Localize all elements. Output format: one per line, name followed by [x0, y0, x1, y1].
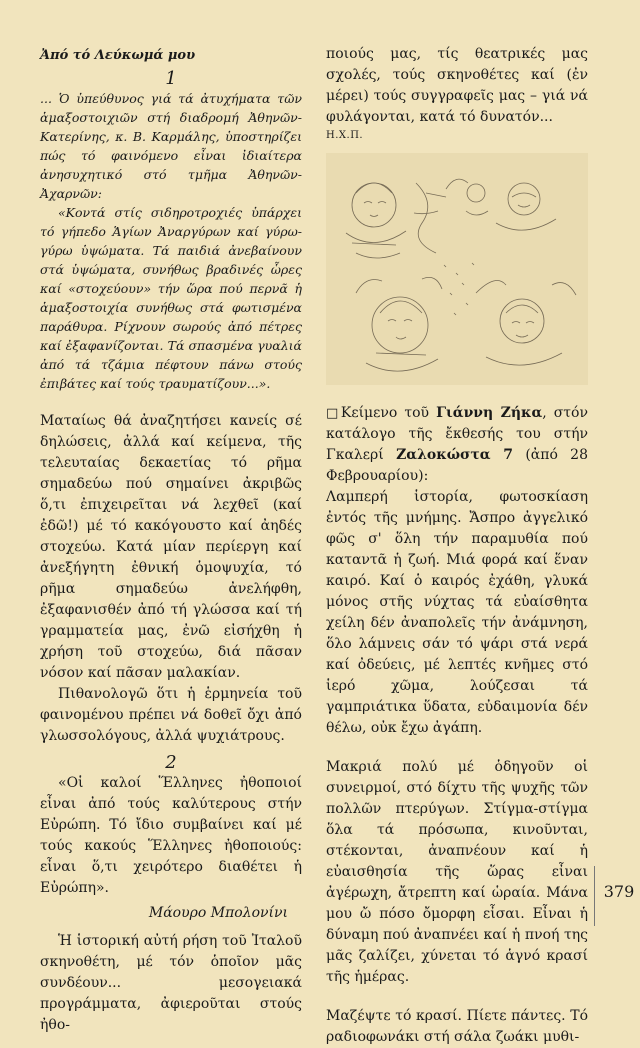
exhibition-caption: [326, 403, 588, 487]
body-paragraph-1: Ματαίως θά ἀναζητήσει κανείς σέ δηλώσεις, ἀλλά καί κείμενα, τῆς τελευταίας δεκαετίας τό ρῆμα σημαδεύω πού σημαίνει ἀκριβῶς ὅ,τι ἐπιχειρεῖται νά λεχθεῖ (καί ἐδῶ!) μέ τό κακόγουστο καί ἀηδές στοχεύω. Κατά μίαν περίεργη καί ἀνεξήγητη ἐθνική ὁμοψυχία, τό ρῆμα σημαδεύω ἀνελήφθη, ἐξαφανισθέν ἀπό τή γλώσσα καί τή γραμματεία μας, ἐνῶ εἰσήχθη ἡ χρήση τοῦ στοχεύω, διά πᾶσαν νόσον καί πᾶσαν μαλακίαν.: [40, 413, 302, 681]
body-paragraph-2: Πιθανολογῶ ὅτι ἡ ἑρμηνεία τοῦ φαινομένου πρέπει νά δοθεῖ ὄχι ἀπό γλωσσολόγους, ἀλλά ψυχιάτρους.: [40, 686, 302, 744]
caption-text-1: Κείμενο τοῦ: [340, 405, 437, 421]
quote-paragraph: «Κοντά στίς σιδηροτροχιές ὑπάρχει τό γήπεδο Ἁγίων Ἀναργύρων καί γύρω-γύρω ὑψώματα. Τά παιδιά ἀνεβαίνουν στά ὑψώματα, συνήθως βραδινές ὧρες καί «στοχεύουν» τήν ὥρα πού περνᾶ ἡ ἁμαξοστοιχία συνήθως στά φωτισμένα παράθυρα. Ρίχνουν σωρούς ἀπό πέτρες καί ἐξαφανίζονται. Τά σπασμένα γυαλιά ἀπό τά τζάμια πέφτουν πάνω στούς ἐπιβάτες καί τούς τραυματίζουν...».: [40, 205, 302, 391]
quote-paragraph-2: «Οἱ καλοί Ἕλληνες ἠθοποιοί εἶναι ἀπό τούς καλύτερους στήν Εὐρώπη. Τό ἴδιο συμβαίνει καί μέ τούς κακούς Ἕλληνες ἠθοποιούς: εἶναι ὅ,τι χειρότερο διαθέτει ἡ Εὐρώπη».: [40, 775, 302, 896]
caption-author: Γιάννη Ζήκα: [436, 405, 543, 421]
caption-text-2: , στόν κατάλογο τῆς ἔκθεσής του στήν Γκαλερί: [326, 405, 588, 463]
poem-paragraph-1: Λαμπερή ἱστορία, φωτοσκίαση ἐντός τῆς μνήμης. Ἄσπρο ἀγγελικό φῶς σ' ὅλη τήν παραμυθία πού καταντᾶ ἡ ζωή. Μιά φορά καί ἕναν καιρό. Καί ὁ καιρός ἐχάθη, γλυκά μόνος στῆς νύχτας τά εὐαίσθητα χείλη δέν ἀναπολεῖς τήν ἀνάμνηση, ὅλο λάμνεις σάν τό ψάρι στά νερά καί ὀδεύεις, μέ λεπτές κνῆμες στό ἱερό χῶμα, λούζεσαι τά γαμπριάτικα ὕδατα, εὐδαιμονία δέν θέλω, οὐκ ἔχω ἀγάπη.: [326, 489, 588, 736]
poem-paragraph-2: Μακριά πολύ μέ ὁδηγοῦν οἱ συνειρμοί, στό δίχτυ τῆς ψυχῆς τῶν πολλῶν πτερύγων. Στίγμα-στίγμα ὅλα τά πρόσωπα, κινοῦνται, στέκονται, ἀναπνέουν καί ἡ εὐαισθησία τῆς ὥρας εἶναι ἀγέρωχη, ἄτρεπτη καί ὡραία. Μάνα μου ὤ πόσο ὄμορφη εἶσαι. Εἶναι ἡ δύναμη πού ἀναπνέει καί ἡ πνοή της μᾶς ζαλίζει, χύνεται τό ἁγνό κρασί τῆς ἡμέρας.: [326, 759, 588, 985]
section-numeral-1: 1: [165, 68, 177, 89]
sketch-drawing: [326, 153, 588, 385]
section-title: Ἀπό τό Λεύκωμά μου: [40, 48, 196, 63]
author-initials: Η.Χ.Π.: [326, 130, 364, 141]
signature: Μάουρο Μπολονίνι: [148, 905, 288, 921]
box-symbol: □: [326, 406, 341, 421]
body-paragraph-3: Ἡ ἱστορική αὐτή ρήση τοῦ Ἰταλοῦ σκηνοθέτη, μέ τόν ὁποῖον μᾶς συνδέουν... μεσογειακά προγράμματα, ἀφιεροῦται στούς ἠθο-: [40, 933, 302, 1033]
caption-text-3: (ἀπό 28 Φεβρουαρίου):: [326, 447, 588, 484]
poem-paragraph-3: Μαζέψτε τό κρασί. Πίετε πάντες. Τό ραδιοφωνάκι στή σάλα ζωάκι μυθι-: [326, 1008, 588, 1045]
sketch-illustration: [326, 153, 588, 385]
section-numeral-2: 2: [165, 752, 177, 773]
intro-paragraph: ... Ὁ ὑπεύθυνος γιά τά ἀτυχήματα τῶν ἁμαξοστοιχιῶν στή διαδρομή Ἀθηνῶν-Κατερίνης, κ. Β. Καρμάλης, ὑποστηρίζει πώς τό φαινόμενο εἶναι ἰδιαίτερα ἀνησυχητικό στό τμῆμα Ἀθηνῶν-Ἀχαρνῶν:: [40, 91, 302, 201]
page-number: 379: [603, 882, 635, 901]
left-column: [40, 44, 302, 1036]
right-column: [326, 44, 588, 1048]
page-number-rule: [594, 866, 595, 926]
caption-gallery: Ζαλοκώστα 7: [396, 447, 514, 463]
continued-paragraph: ποιούς μας, τίς θεατρικές μας σχολές, τούς σκηνοθέτες καί (ἐν μέρει) τούς συγγραφεῖς μας – γιά νά φυλάγονται, κατά τό δυνατόν...: [326, 46, 588, 125]
